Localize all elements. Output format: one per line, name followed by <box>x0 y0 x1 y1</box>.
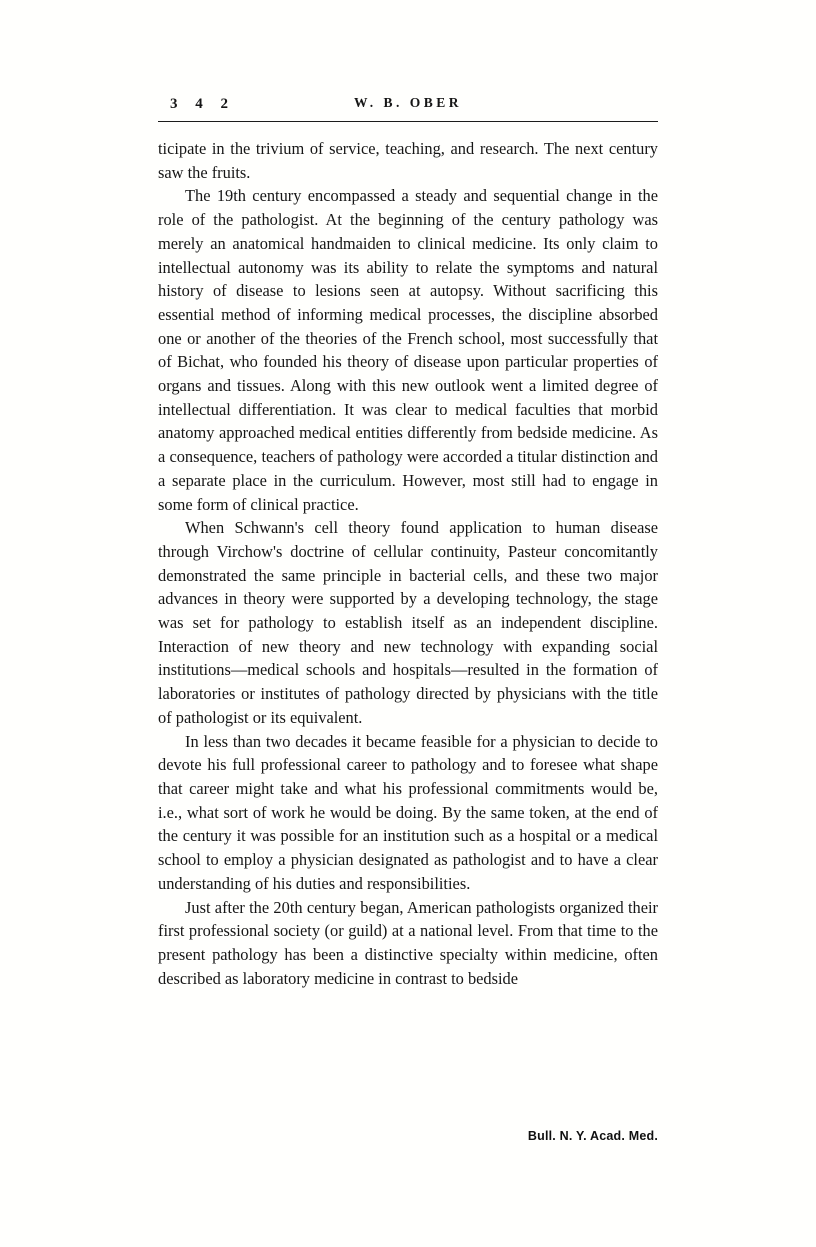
page-number: 3 4 2 <box>170 96 235 112</box>
running-head: W. B. OBER <box>353 95 463 110</box>
body-text <box>158 137 658 990</box>
paragraph: Just after the 20th century began, American pathologists organized their first professional society (or guild) at a national level. From that time to the present pathology has been a distinctive specialty within medicine, often described as laboratory medicine in contrast to bedside <box>158 897 658 988</box>
paragraph: When Schwann's cell theory found application to human disease through Virchow's doctrine of cellular continuity, Pasteur concomitantly demonstrated the same principle in bacterial cells, and these two major advances in theory were supported by a developing technology, the stage was set for pathology to establish itself as an independent discipline. Interaction of new theory and new technology with expanding social institutions—medical schools and hospitals—resulted in the formation of laboratories or institutes of pathology directed by physicians with the title of pathologist or its equivalent. <box>158 518 658 727</box>
page-header <box>158 95 658 117</box>
header-rule <box>158 121 658 122</box>
footer-journal-citation: Bull. N. Y. Acad. Med. <box>527 1129 658 1143</box>
paragraph: The 19th century encompassed a steady and sequential change in the role of the pathologist. At the beginning of the century pathology was merely an anatomical handmaiden to clinical medicine. Its only claim to intellectual autonomy was its ability to relate the symptoms and natural history of disease to lesions seen at autopsy. Without sacrificing this essential method of informing medical processes, the discipline absorbed one or another of the theories of the French school, most successfully that of Bichat, who founded his theory of disease upon particular properties of organs and tissues. Along with this new outlook went a limited degree of intellectual differentiation. It was clear to medical faculties that morbid anatomy approached medical entities differently from bedside medicine. As a consequence, teachers of pathology were accorded a titular distinction and a separate place in the curriculum. However, most still had to engage in some form of clinical practice. <box>158 186 658 514</box>
paragraph: ticipate in the trivium of service, teaching, and research. The next century saw the fruits. <box>158 139 658 182</box>
paragraph: In less than two decades it became feasible for a physician to decide to devote his full professional career to pathology and to foresee what shape that career might take and what his professional commitments would be, i.e., what sort of work he would be doing. By the same token, at the end of the century it was possible for an institution such as a hospital or a medical school to employ a physician designated as pathologist and to have a clear understanding of his duties and responsibilities. <box>158 731 658 893</box>
